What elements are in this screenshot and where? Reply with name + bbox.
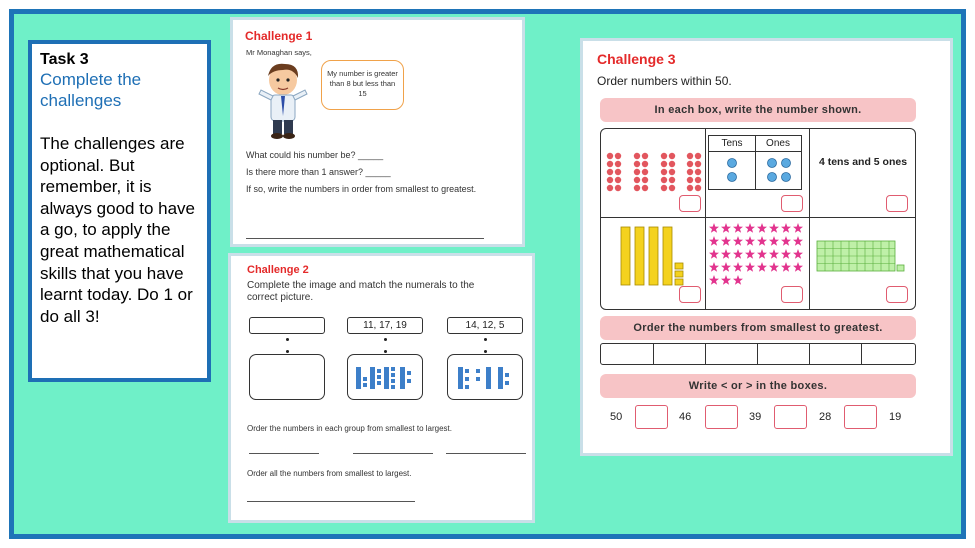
counters-icon xyxy=(605,151,703,195)
task-box xyxy=(28,40,211,382)
base-ten-blocks-icon xyxy=(348,355,422,399)
numeral-label-3: 14, 12, 5 xyxy=(447,317,523,334)
challenge-1-says: Mr Monaghan says, xyxy=(246,48,312,57)
base-ten-rods-icon xyxy=(619,225,689,289)
base-ten-blocks-icon xyxy=(448,355,522,399)
answer-line xyxy=(249,453,319,454)
answer-box[interactable] xyxy=(886,286,908,303)
challenge-1-question-1: What could his number be? _____ xyxy=(246,150,384,160)
challenge-3-card xyxy=(580,38,953,456)
compare-box[interactable] xyxy=(705,405,738,429)
numeral-label-1 xyxy=(249,317,325,334)
compare-box[interactable] xyxy=(844,405,877,429)
answer-line xyxy=(247,501,415,502)
numeral-label-2: 11, 17, 19 xyxy=(347,317,423,334)
grid-divider xyxy=(705,129,706,309)
match-dot xyxy=(384,350,387,353)
compare-box[interactable] xyxy=(774,405,807,429)
challenge-1-question-2: Is there more than 1 answer? _____ xyxy=(246,167,391,177)
challenge-1-title: Challenge 1 xyxy=(245,29,313,43)
picture-box-empty xyxy=(249,354,325,400)
banner-compare: Write < or > in the boxes. xyxy=(600,374,916,398)
challenge-2-order-all: Order all the numbers from smallest to largest. xyxy=(247,469,412,478)
match-dot xyxy=(286,350,289,353)
answer-box[interactable] xyxy=(781,195,803,212)
banner-order-numbers: Order the numbers from smallest to greatest. xyxy=(600,316,916,340)
challenge-2-card xyxy=(228,253,535,523)
task-body: The challenges are optional. But remember, it is always good to have a go, to apply the great mathematical skills that you have learnt today. Do 1 or do all 3! xyxy=(40,134,195,326)
challenge-1-card xyxy=(230,17,525,247)
banner-write-number: In each box, write the number shown. xyxy=(600,98,916,122)
challenge-1-question-3: If so, write the numbers in order from smallest to greatest. xyxy=(246,184,477,194)
ordering-boxes xyxy=(600,343,916,365)
challenge-2-title: Challenge 2 xyxy=(247,264,309,276)
compare-number: 19 xyxy=(889,411,902,423)
tens-and-ones-words: 4 tens and 5 ones xyxy=(818,156,908,168)
teacher-illustration-icon xyxy=(253,58,317,140)
challenge-2-order-groups: Order the numbers in each group from smallest to largest. xyxy=(247,424,452,433)
ones-header: Ones xyxy=(766,138,790,149)
speech-bubble: My number is greater than 8 but less than 15 xyxy=(321,60,404,110)
match-dot xyxy=(286,338,289,341)
answer-box[interactable] xyxy=(679,195,701,212)
stars-icon xyxy=(707,221,807,287)
compare-number: 39 xyxy=(749,411,762,423)
tens-ones-table xyxy=(708,135,802,190)
picture-box-blocks-2 xyxy=(447,354,523,400)
compare-box[interactable] xyxy=(635,405,668,429)
challenge-3-title: Challenge 3 xyxy=(597,51,676,67)
tens-frames-icon xyxy=(815,239,909,279)
place-value-counters-icon xyxy=(709,152,801,190)
challenge-3-subtitle: Order numbers within 50. xyxy=(597,74,732,88)
answer-line xyxy=(353,453,433,454)
compare-number: 50 xyxy=(610,411,623,423)
grid-divider xyxy=(809,129,810,309)
number-representation-grid xyxy=(600,128,916,310)
match-dot xyxy=(484,338,487,341)
task-title: Task 3 xyxy=(40,51,89,68)
answer-box[interactable] xyxy=(781,286,803,303)
picture-box-blocks-1 xyxy=(347,354,423,400)
compare-number: 46 xyxy=(679,411,692,423)
tens-header: Tens xyxy=(721,138,743,149)
task-subtitle: Complete the challenges xyxy=(40,70,142,110)
challenge-2-intro: Complete the image and match the numerals to the correct picture. xyxy=(247,280,475,303)
match-dot xyxy=(484,350,487,353)
match-dot xyxy=(384,338,387,341)
answer-box[interactable] xyxy=(886,195,908,212)
compare-number: 28 xyxy=(819,411,832,423)
answer-box[interactable] xyxy=(679,286,701,303)
answer-line xyxy=(446,453,526,454)
challenge-1-answer-line xyxy=(246,238,484,239)
grid-divider xyxy=(601,217,915,218)
